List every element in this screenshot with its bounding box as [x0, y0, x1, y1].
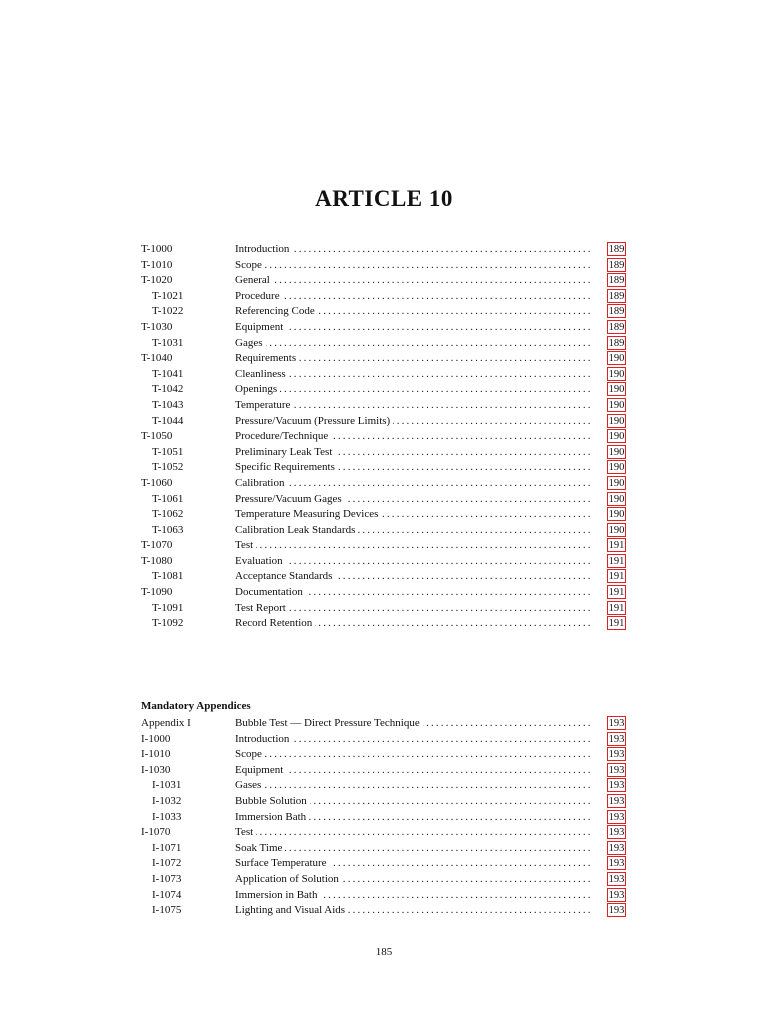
section-title[interactable] [235, 732, 591, 748]
section-title[interactable] [235, 273, 591, 289]
toc-entry[interactable] [141, 320, 628, 336]
section-title-text: Application of Solution [235, 873, 342, 885]
toc-entry[interactable] [141, 601, 628, 617]
page-link[interactable]: 189 [608, 321, 625, 333]
section-title[interactable] [235, 616, 591, 632]
section-number: I-1071 [152, 841, 182, 854]
toc-entry[interactable] [141, 763, 628, 779]
section-title-text: Procedure [235, 290, 283, 302]
toc-entry[interactable] [141, 538, 628, 554]
page-link[interactable]: 189 [608, 259, 625, 271]
section-title-text: Scope [235, 748, 265, 760]
toc-entry[interactable] [141, 258, 628, 274]
section-title[interactable] [235, 825, 591, 841]
toc-entry[interactable] [141, 825, 628, 841]
section-title[interactable] [235, 841, 591, 857]
section-title-text: Equipment [235, 764, 286, 776]
page-link[interactable]: 191 [608, 587, 625, 599]
toc-entry[interactable] [141, 351, 628, 367]
section-number: T-1022 [152, 305, 184, 318]
section-title-text: Test [235, 826, 256, 838]
page-link[interactable]: 193 [608, 873, 625, 885]
section-title-text: Calibration [235, 477, 288, 489]
page-link[interactable]: 190 [608, 384, 625, 396]
section-title-text: Immersion Bath [235, 811, 309, 823]
section-number: T-1061 [152, 492, 184, 505]
section-title-text: Test [235, 539, 256, 551]
page-link[interactable]: 190 [608, 353, 625, 365]
toc-entry[interactable] [141, 507, 628, 523]
page-link[interactable]: 190 [608, 477, 625, 489]
toc-entry[interactable] [141, 429, 628, 445]
section-title[interactable] [235, 336, 591, 352]
toc-entry[interactable] [141, 273, 628, 289]
section-title-text: Documentation [235, 586, 306, 598]
page-link[interactable]: 193 [608, 780, 625, 792]
page-link[interactable]: 190 [608, 446, 625, 458]
page-link[interactable]: 193 [608, 905, 625, 917]
section-title-text: Openings [235, 383, 280, 395]
toc-entry[interactable] [141, 414, 628, 430]
section-number: I-1010 [141, 748, 171, 761]
section-number: Appendix I [141, 717, 191, 729]
section-title[interactable] [235, 429, 591, 445]
page-link[interactable]: 190 [608, 462, 625, 474]
section-title[interactable] [235, 289, 591, 305]
toc-appendix-list [141, 716, 628, 919]
page-link[interactable]: 189 [608, 275, 625, 287]
section-number: T-1080 [141, 554, 173, 567]
toc-entry[interactable] [141, 903, 628, 919]
page-number: 185 [375, 946, 393, 958]
page-link[interactable]: 191 [608, 555, 625, 567]
section-title[interactable] [235, 523, 591, 539]
section-title[interactable] [235, 492, 591, 508]
page-link[interactable]: 190 [608, 493, 625, 505]
toc-main-list [141, 242, 628, 632]
section-title[interactable] [235, 382, 591, 398]
toc-entry[interactable] [141, 794, 628, 810]
section-title-text: Surface Temperature [235, 857, 330, 869]
section-number: T-1050 [141, 430, 173, 443]
toc-entry[interactable] [141, 569, 628, 585]
section-title-text: Introduction [235, 243, 292, 255]
page-link[interactable]: 189 [608, 337, 625, 349]
section-number: I-1073 [152, 872, 182, 885]
page-link[interactable]: 193 [608, 795, 625, 807]
section-title-text: Introduction [235, 733, 292, 745]
toc-entry[interactable] [141, 398, 628, 414]
section-number: T-1040 [141, 352, 173, 365]
section-number: T-1052 [152, 461, 184, 474]
section-title-text: Gases [235, 779, 264, 791]
section-title-text: Bubble Solution [235, 795, 310, 807]
page-link[interactable]: 189 [608, 244, 625, 255]
toc-entry[interactable] [141, 367, 628, 383]
section-number: T-1090 [141, 586, 173, 599]
page-link[interactable]: 189 [608, 290, 625, 302]
section-title-text: Lighting and Visual Aids [235, 904, 348, 916]
section-title[interactable] [235, 507, 591, 523]
section-title[interactable] [235, 747, 591, 763]
toc-entry[interactable] [141, 810, 628, 826]
section-number: T-1000 [141, 243, 173, 255]
section-number: T-1063 [152, 523, 184, 536]
page-link[interactable]: 190 [608, 399, 625, 411]
section-title-text: Temperature Measuring Devices [235, 508, 381, 520]
toc-entry[interactable] [141, 476, 628, 492]
section-number: T-1091 [152, 601, 184, 614]
section-number: I-1074 [152, 888, 182, 901]
section-title[interactable] [235, 398, 591, 414]
toc-entry[interactable] [141, 445, 628, 461]
section-title[interactable] [235, 872, 591, 888]
section-title[interactable] [235, 367, 591, 383]
toc-entry[interactable] [141, 460, 628, 476]
section-number: I-1031 [152, 779, 182, 792]
toc-entry[interactable] [141, 872, 628, 888]
toc-entry[interactable] [141, 492, 628, 508]
section-number: I-1032 [152, 794, 182, 807]
section-title-text: Bubble Test — Direct Pressure Technique [235, 717, 423, 729]
toc-entry[interactable] [141, 242, 628, 258]
toc-entry[interactable] [141, 732, 628, 748]
section-title[interactable] [235, 763, 591, 779]
section-title-text: Pressure/Vacuum (Pressure Limits) [235, 415, 393, 427]
section-title-text: Cleanliness [235, 368, 289, 380]
page-link[interactable]: 191 [608, 602, 625, 614]
section-title-text: Preliminary Leak Test [235, 446, 335, 458]
section-title[interactable] [235, 794, 591, 810]
section-number: I-1033 [152, 810, 182, 823]
section-title[interactable] [235, 460, 591, 476]
section-title[interactable] [235, 258, 591, 274]
article-title: ARTICLE 10 [315, 186, 453, 211]
page-link[interactable]: 193 [608, 749, 625, 761]
section-number: T-1043 [152, 398, 184, 411]
page-link[interactable]: 193 [608, 842, 625, 854]
section-number: T-1060 [141, 476, 173, 489]
section-title[interactable] [235, 716, 591, 732]
toc-entry[interactable] [141, 585, 628, 601]
page-link[interactable]: 193 [608, 764, 625, 776]
section-number: I-1030 [141, 763, 171, 776]
section-number: I-1000 [141, 732, 171, 745]
page-link[interactable]: 193 [608, 889, 625, 901]
section-number: T-1030 [141, 320, 173, 333]
toc-entry[interactable] [141, 382, 628, 398]
page-link[interactable]: 193 [608, 733, 625, 745]
section-title[interactable] [235, 320, 591, 336]
toc-entry[interactable] [141, 523, 628, 539]
section-title[interactable] [235, 585, 591, 601]
appendices-heading: Mandatory Appendices [141, 700, 251, 712]
section-number: T-1042 [152, 383, 184, 396]
section-title-text: Immersion in Bath [235, 889, 321, 901]
section-title[interactable] [235, 242, 591, 258]
page-link[interactable]: 191 [608, 618, 625, 630]
section-title[interactable] [235, 810, 591, 826]
section-number: I-1070 [141, 826, 171, 839]
section-title[interactable] [235, 856, 591, 872]
section-title-text: Gages [235, 337, 266, 349]
section-number: T-1020 [141, 274, 173, 287]
section-title-text: General [235, 274, 273, 286]
section-title-text: Procedure/Technique [235, 430, 331, 442]
section-title-text: Calibration Leak Standards [235, 524, 358, 536]
toc-entry[interactable] [141, 554, 628, 570]
page-link[interactable]: 190 [608, 368, 625, 380]
page-link[interactable]: 191 [608, 540, 625, 552]
page-link[interactable]: 190 [608, 509, 625, 521]
toc-entry[interactable] [141, 747, 628, 763]
section-title-text: Referencing Code [235, 305, 318, 317]
toc-entry[interactable] [141, 716, 628, 732]
section-title[interactable] [235, 351, 591, 367]
section-title[interactable] [235, 414, 591, 430]
page-link[interactable]: 193 [608, 718, 625, 729]
section-number: T-1081 [152, 570, 184, 583]
section-number: I-1072 [152, 857, 182, 870]
section-title[interactable] [235, 601, 591, 617]
section-title[interactable] [235, 569, 591, 585]
section-title-text: Pressure/Vacuum Gages [235, 493, 345, 505]
section-number: T-1062 [152, 508, 184, 521]
section-number: I-1075 [152, 904, 182, 917]
section-title[interactable] [235, 538, 591, 554]
section-number: T-1010 [141, 258, 173, 271]
toc-entry[interactable] [141, 856, 628, 872]
section-title-text: Specific Requirements [235, 461, 338, 473]
page-link[interactable]: 191 [608, 571, 625, 583]
section-title[interactable] [235, 476, 591, 492]
section-number: T-1041 [152, 367, 184, 380]
toc-entry[interactable] [141, 304, 628, 320]
page-link[interactable]: 190 [608, 415, 625, 427]
section-number: T-1021 [152, 289, 184, 302]
page-link[interactable]: 193 [608, 827, 625, 839]
section-title[interactable] [235, 445, 591, 461]
page-link[interactable]: 190 [608, 524, 625, 536]
toc-entry[interactable] [141, 289, 628, 305]
section-title[interactable] [235, 304, 591, 320]
page-link[interactable]: 190 [608, 431, 625, 443]
section-title-text: Equipment [235, 321, 286, 333]
section-title[interactable] [235, 554, 591, 570]
section-title-text: Temperature [235, 399, 293, 411]
toc-entry[interactable] [141, 778, 628, 794]
section-number: T-1044 [152, 414, 184, 427]
section-title[interactable] [235, 903, 591, 919]
section-number: T-1070 [141, 539, 173, 552]
section-title-text: Acceptance Standards [235, 570, 335, 582]
page-link[interactable]: 193 [608, 811, 625, 823]
section-title-text: Evaluation [235, 555, 286, 567]
section-title-text: Record Retention [235, 617, 315, 629]
page-link[interactable]: 189 [608, 306, 625, 318]
toc-entry[interactable] [141, 888, 628, 904]
section-title-text: Soak Time [235, 842, 285, 854]
toc-entry[interactable] [141, 616, 628, 632]
section-number: T-1031 [152, 336, 184, 349]
section-title-text: Test Report [235, 602, 289, 614]
toc-entry[interactable] [141, 841, 628, 857]
toc-entry[interactable] [141, 336, 628, 352]
section-number: T-1051 [152, 445, 184, 458]
page-link[interactable]: 193 [608, 858, 625, 870]
section-number: T-1092 [152, 617, 184, 630]
section-title[interactable] [235, 888, 591, 904]
section-title-text: Scope [235, 259, 265, 271]
section-title[interactable] [235, 778, 591, 794]
section-title-text: Requirements [235, 352, 299, 364]
